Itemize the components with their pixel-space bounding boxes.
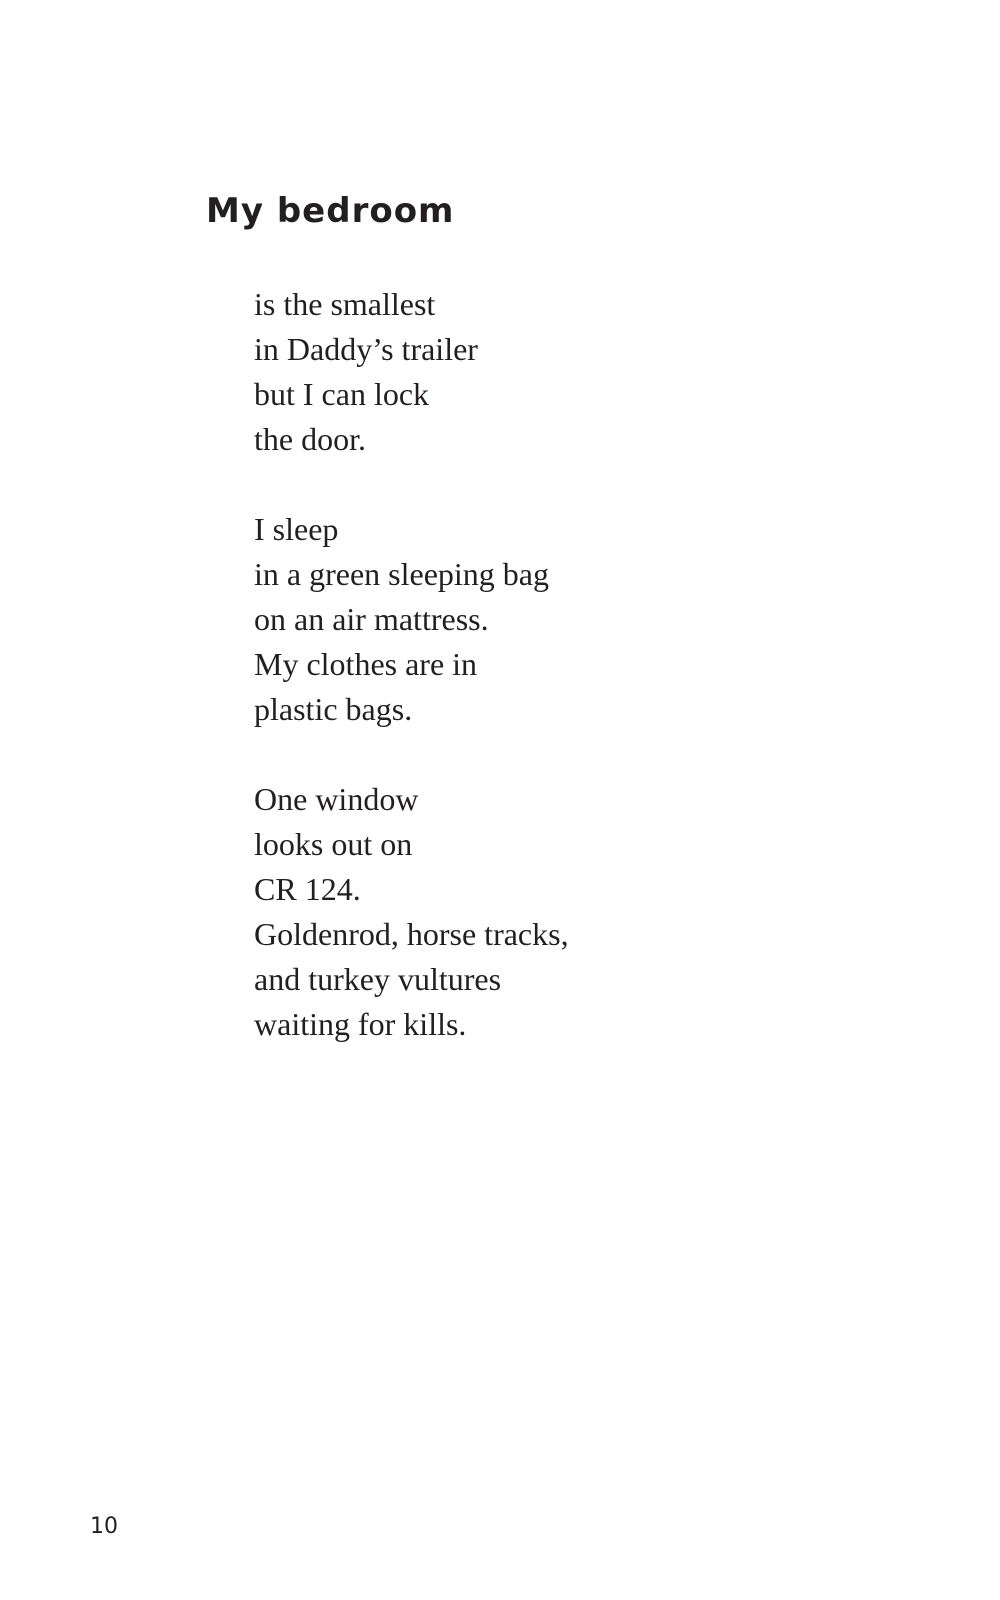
poem-line: My clothes are in — [254, 646, 478, 682]
poem-body — [254, 282, 569, 1047]
poem-line: One window — [254, 781, 419, 817]
poem-line: CR 124. — [254, 871, 361, 907]
poem-line: the door. — [254, 421, 366, 457]
poem-line: in a green sleeping bag — [254, 556, 549, 592]
poem-line: waiting for kills. — [254, 1006, 467, 1042]
poem-line: I sleep — [254, 511, 339, 547]
poem-line: but I can lock — [254, 376, 430, 412]
poem-line: looks out on — [254, 826, 413, 862]
poem-line: plastic bags. — [254, 691, 413, 727]
stanza-3 — [254, 777, 569, 1047]
poem-line: and turkey vultures — [254, 961, 502, 997]
poem-title: My bedroom — [206, 191, 455, 231]
poem-line: on an air mattress. — [254, 601, 489, 637]
poem-line: is the smallest — [254, 286, 436, 322]
page-number: 10 — [90, 1514, 118, 1539]
stanza-1 — [254, 282, 569, 462]
poem-line: in Daddy’s trailer — [254, 331, 478, 367]
stanza-2 — [254, 507, 569, 732]
poem-line: Goldenrod, horse tracks, — [254, 916, 569, 952]
